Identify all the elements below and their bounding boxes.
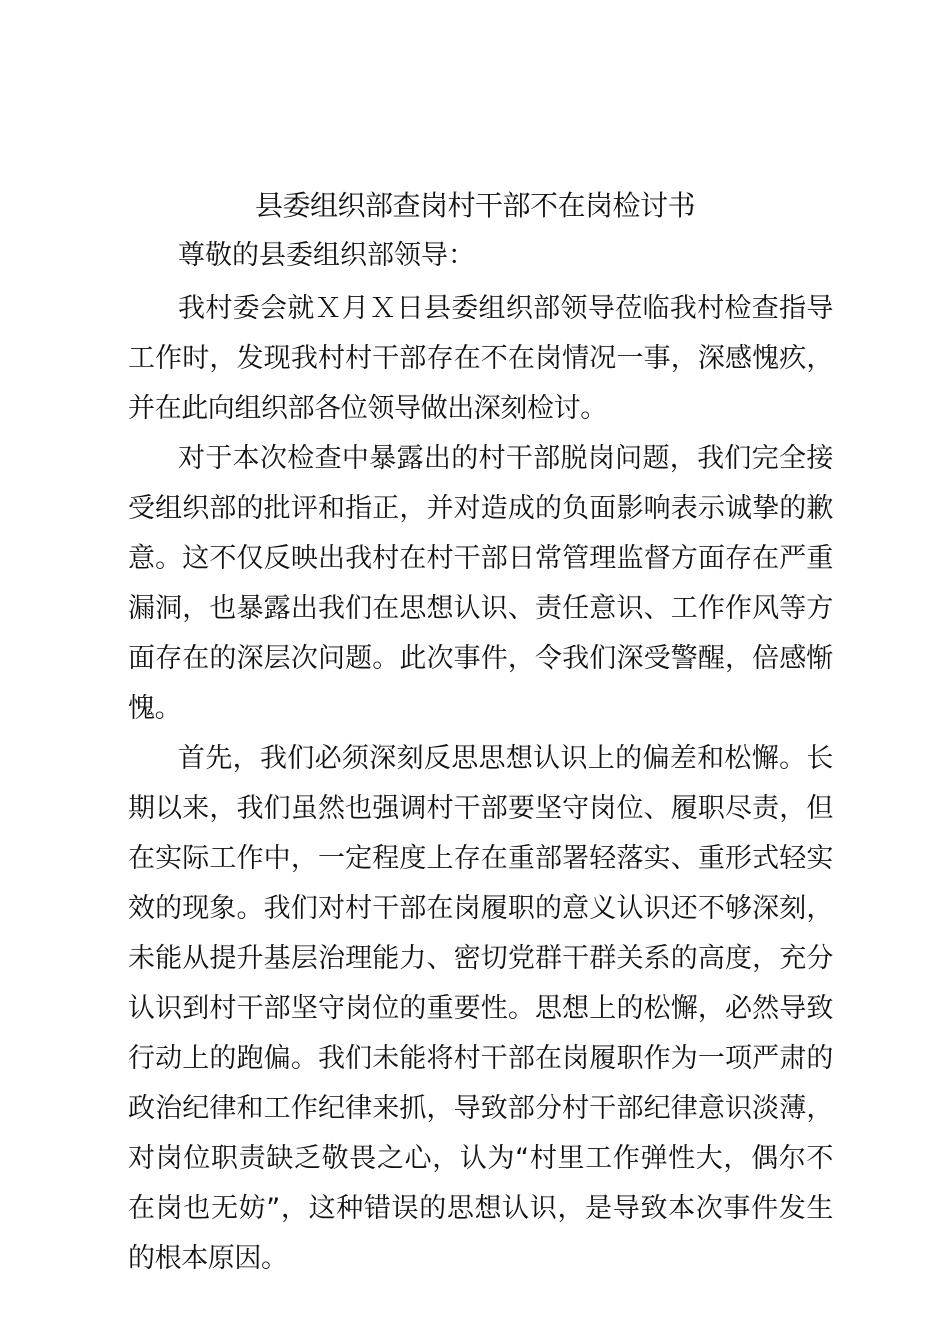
paragraph-2: 对于本次检查中暴露出的村干部脱岗问题，我们完全接受组织部的批评和指正，并对造成的负面影响表示诚挚的歉意。这不仅反映出我村在村干部日常管理监督方面存在严重漏洞，也暴露出我们在思想认识、责任意识、工作作风等方面存在的深层次问题。此次事件，令我们深受警醒，倍感惭愧。 [128, 443, 833, 724]
document-body [128, 284, 833, 1284]
paragraph-3: 首先，我们必须深刻反思思想认识上的偏差和松懈。长期以来，我们虽然也强调村干部要坚守岗位、履职尽责，但在实际工作中，一定程度上存在重部署轻落实、重形式轻实效的现象。我们对村干部在岗履职的意义认识还不够深刻，未能从提升基层治理能力、密切党群干群关系的高度，充分认识到村干部坚守岗位的重要性。思想上的松懈，必然导致行动上的跑偏。我们未能将村干部在岗履职作为一项严肃的政治纪律和工作纪律来抓，导致部分村干部纪律意识淡薄，对岗位职责缺乏敬畏之心，认为“村里工作弹性大，偶尔不在岗也无妨”，这种错误的思想认识，是导致本次事件发生的根本原因。 [128, 743, 833, 1274]
paragraph-1: 我村委会就Ｘ月Ｘ日县委组织部领导莅临我村检查指导工作时，发现我村村干部存在不在岗情况一事，深感愧疚，并在此向组织部各位领导做出深刻检讨。 [128, 293, 833, 424]
salutation: 尊敬的县委组织部领导： [178, 240, 475, 271]
document-title: 县委组织部查岗村干部不在岗检讨书 [254, 189, 695, 222]
